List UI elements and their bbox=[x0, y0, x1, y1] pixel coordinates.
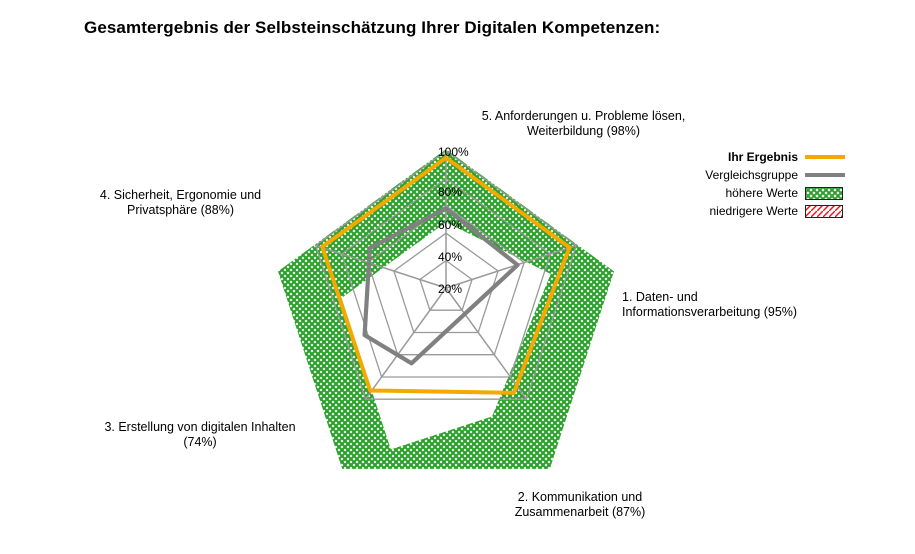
legend-swatch-hatch-green bbox=[805, 187, 845, 199]
axis-label-5: 5. Anforderungen u. Probleme lösen, Weiterbildung (98%) bbox=[481, 109, 686, 138]
legend-item-niedrigere-werte bbox=[700, 202, 845, 219]
tick-label-100: 100% bbox=[438, 145, 469, 159]
legend-swatch-line-grey bbox=[805, 169, 845, 181]
legend-label-vergleichsgruppe: Vergleichsgruppe bbox=[705, 167, 798, 182]
legend-label-niedrigere-werte: niedrigere Werte bbox=[709, 203, 798, 218]
axis-label-4: 4. Sicherheit, Ergonomie und Privatsphäre (88%) bbox=[99, 188, 262, 217]
legend-item-vergleichsgruppe bbox=[700, 166, 845, 183]
legend-item-hoehere-werte bbox=[700, 184, 845, 201]
legend-swatch-hatch-red bbox=[805, 205, 845, 217]
axis-label-3: 3. Erstellung von digitalen Inhalten (74%) bbox=[104, 420, 296, 449]
tick-label-40: 40% bbox=[438, 250, 463, 264]
axis-label-1: 1. Daten- und Informationsverarbeitung (95%) bbox=[622, 290, 798, 319]
axis-label-2: 2. Kommunikation und Zusammenarbeit (87%) bbox=[514, 490, 646, 519]
tick-label-60: 60% bbox=[438, 218, 463, 232]
tick-label-80: 80% bbox=[438, 185, 463, 199]
tick-label-20: 20% bbox=[438, 282, 463, 296]
legend-label-hoehere-werte: höhere Werte bbox=[725, 185, 798, 200]
legend-swatch-line-orange bbox=[805, 151, 845, 163]
legend-label-ihr-ergebnis: Ihr Ergebnis bbox=[727, 149, 798, 164]
page-title: Gesamtergebnis der Selbsteinschätzung Ihrer Digitalen Kompetenzen: bbox=[84, 18, 661, 37]
legend-item-ihr-ergebnis bbox=[700, 148, 845, 165]
chart-legend bbox=[700, 148, 845, 220]
